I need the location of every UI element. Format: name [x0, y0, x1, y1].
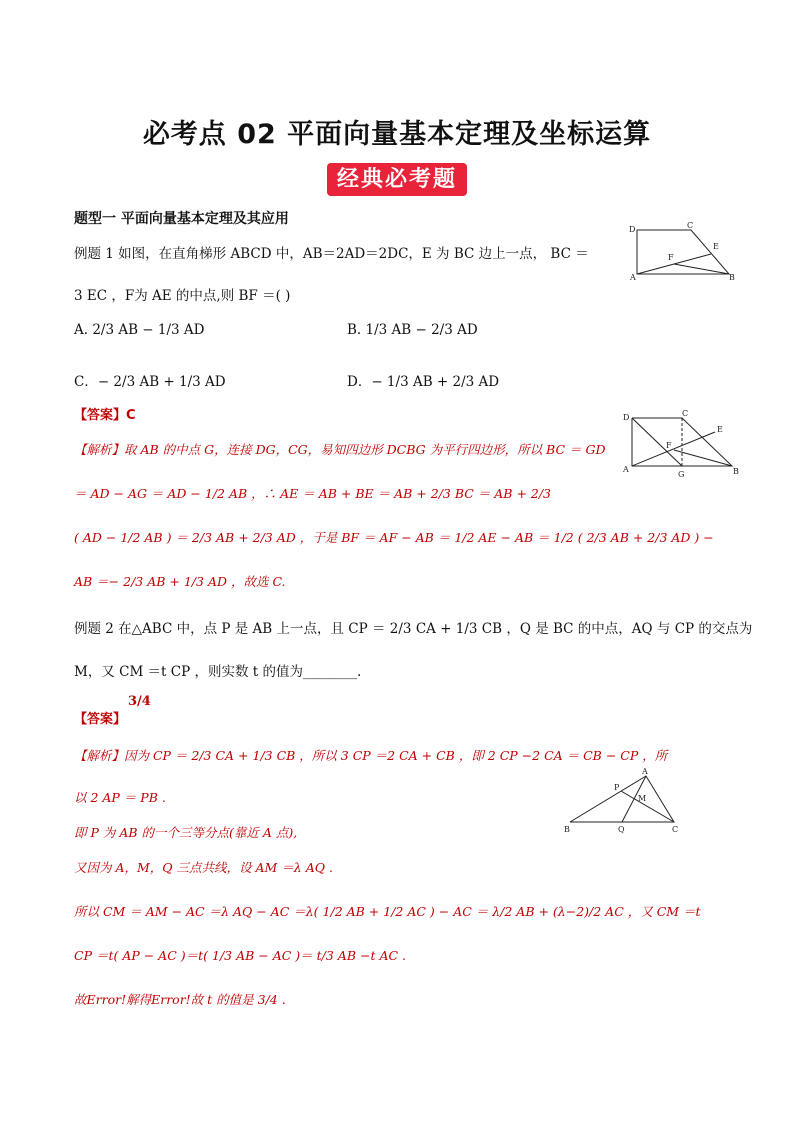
fig1-label-a: A: [630, 273, 636, 282]
fig3-label-c: C: [672, 825, 679, 834]
example2-solution-line4: 又因为 A，M，Q 三点共线，设 AM ＝λ AQ .: [74, 860, 333, 875]
fig1-label-e: E: [713, 242, 719, 251]
section-banner: 经典必考题: [327, 163, 467, 196]
page-title: 必考点 02 平面向量基本定理及坐标运算: [142, 119, 652, 150]
example1-solution-line2: ＝ AD − AG ＝ AD − 1/2 AB ，∴ AE ＝ AB + BE ＝ AB + 2/3 BC ＝ AB + 2/3: [74, 486, 552, 501]
trapezoid-with-midpoint-figure: [620, 408, 745, 480]
question-type-heading: 题型一 平面向量基本定理及其应用: [74, 211, 289, 227]
option-d: D．− 1/3 AB + 2/3 AD: [347, 374, 500, 390]
fig1-label-b: B: [729, 273, 735, 282]
example2-solution-line3: 即 P 为 AB 的一个三等分点(靠近 A 点),: [74, 825, 298, 840]
example2-solution-line2: 以 2 AP ＝ PB .: [74, 790, 166, 805]
fig2-label-c: C: [682, 409, 689, 418]
example2-answer-label: 【答案】: [74, 712, 127, 727]
option-b: B. 1/3 AB − 2/3 AD: [347, 322, 478, 338]
fig3-label-p: P: [614, 783, 620, 792]
fig3-label-a: A: [642, 767, 648, 776]
example1-solution-line4: AB ＝− 2/3 AB + 1/3 AD ，故选 C.: [74, 574, 286, 589]
example1-answer: 【答案】C: [74, 408, 136, 423]
example2-line2: M，又 CM ＝t CP ，则实数 t 的值为________.: [74, 664, 362, 680]
fig1-label-f: F: [668, 253, 674, 262]
example1-line1: 例题 1 如图，在直角梯形 ABCD 中，AB＝2AD＝2DC，E 为 BC 边上一点， BC ＝: [74, 246, 589, 262]
fig2-label-a: A: [623, 465, 629, 474]
fig2-label-e: E: [717, 425, 723, 434]
example1-solution-line3: ( AD − 1/2 AB ) ＝ 2/3 AB + 2/3 AD ，于是 BF ＝ AF − AB ＝ 1/2 AE − AB ＝ 1/2 ( 2/3 AB + 2/3 AD ) −: [74, 530, 714, 545]
triangle-figure: [562, 766, 687, 836]
fig3-label-m: M: [638, 794, 647, 803]
fig3-label-q: Q: [618, 825, 625, 834]
option-a: A. 2/3 AB − 1/3 AD: [74, 322, 205, 338]
example2-solution-line6: CP ＝t( AP − AC )＝t( 1/3 AB − AC )＝ t/3 AB −t AC .: [74, 948, 406, 963]
example1-line2: 3 EC ，F为 AE 的中点,则 BF ＝( ): [74, 288, 291, 304]
fig2-label-f: F: [666, 441, 672, 450]
fig3-label-b: B: [564, 825, 570, 834]
fig2-label-g: G: [678, 470, 685, 479]
fig2-label-b: B: [733, 467, 739, 476]
example1-solution-line1: 【解析】取 AB 的中点 G，连接 DG，CG，易知四边形 DCBG 为平行四边形，所以 BC ＝ GD: [74, 442, 606, 457]
example2-solution-line1: 【解析】因为 CP ＝ 2/3 CA + 1/3 CB ，所以 3 CP ＝2 CA + CB ，即 2 CP −2 CA ＝ CB − CP ，所: [74, 748, 668, 763]
example2-solution-line7: 故Error!解得Error!故 t 的值是 3/4 .: [74, 992, 286, 1007]
example2-line1: 例题 2 在△ABC 中，点 P 是 AB 上一点，且 CP ＝ 2/3 CA + 1/3 CB ，Q 是 BC 的中点，AQ 与 CP 的交点为: [74, 621, 753, 637]
fig1-label-d: D: [629, 225, 636, 234]
option-c: C．− 2/3 AB + 1/3 AD: [74, 374, 226, 390]
fig1-label-c: C: [687, 222, 694, 230]
example2-answer-value: 3/4: [128, 694, 151, 709]
example2-solution-line5: 所以 CM ＝ AM − AC ＝λ AQ − AC ＝λ( 1/2 AB + 1/2 AC ) − AC ＝ λ/2 AB + (λ−2)/2 AC ，又 CM ＝t: [74, 904, 701, 919]
fig2-label-d: D: [623, 413, 630, 422]
trapezoid-figure: [625, 222, 740, 284]
